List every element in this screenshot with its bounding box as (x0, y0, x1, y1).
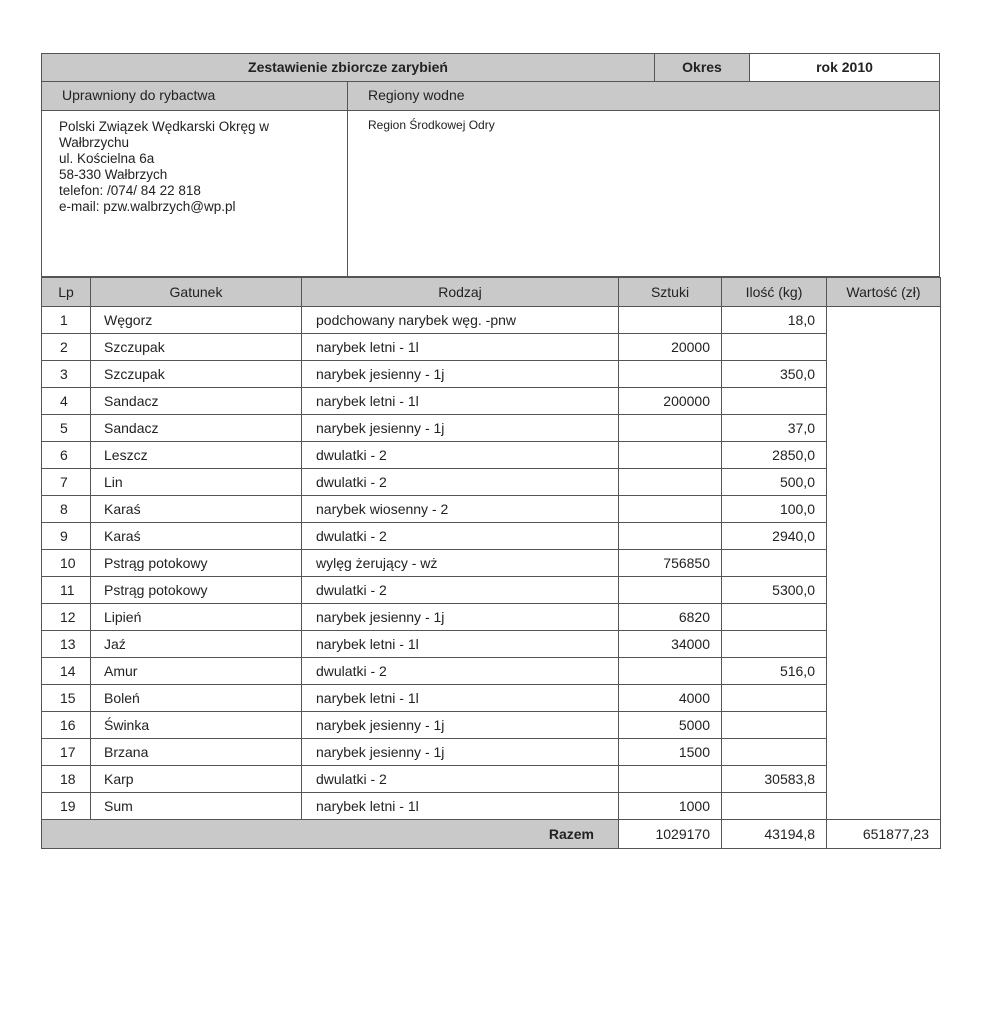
cell-gatunek: Leszcz (91, 442, 302, 469)
cell-gatunek: Sum (91, 793, 302, 820)
total-ilosc: 43194,8 (722, 820, 827, 849)
cell-sztuki (619, 577, 722, 604)
cell-sztuki: 756850 (619, 550, 722, 577)
cell-rodzaj: dwulatki - 2 (302, 766, 619, 793)
cell-rodzaj: narybek letni - 1l (302, 388, 619, 415)
cell-gatunek: Boleń (91, 685, 302, 712)
cell-wartosc (827, 658, 941, 685)
cell-ilosc: 2850,0 (722, 442, 827, 469)
total-wartosc: 651877,23 (827, 820, 941, 849)
table-row (42, 739, 941, 766)
cell-sztuki (619, 523, 722, 550)
cell-sztuki (619, 442, 722, 469)
owner-line: telefon: /074/ 84 22 818 (59, 183, 201, 198)
owner-line: Wałbrzychu (59, 135, 130, 150)
cell-rodzaj: narybek jesienny - 1j (302, 604, 619, 631)
cell-wartosc (827, 388, 941, 415)
cell-gatunek: Brzana (91, 739, 302, 766)
col-header-wartosc: Wartość (zł) (827, 278, 941, 307)
cell-sztuki (619, 766, 722, 793)
col-header-ilosc: Ilość (kg) (722, 278, 827, 307)
cell-sztuki: 4000 (619, 685, 722, 712)
document-title: Zestawienie zbiorcze zarybień (42, 54, 655, 81)
cell-lp: 12 (42, 604, 91, 631)
cell-lp: 8 (42, 496, 91, 523)
cell-rodzaj: dwulatki - 2 (302, 523, 619, 550)
cell-sztuki: 6820 (619, 604, 722, 631)
cell-ilosc: 30583,8 (722, 766, 827, 793)
cell-rodzaj: narybek jesienny - 1j (302, 415, 619, 442)
cell-gatunek: Pstrąg potokowy (91, 550, 302, 577)
col-header-rodzaj: Rodzaj (302, 278, 619, 307)
cell-wartosc (827, 550, 941, 577)
cell-sztuki (619, 361, 722, 388)
cell-wartosc (827, 766, 941, 793)
cell-lp: 10 (42, 550, 91, 577)
owner-details (42, 111, 348, 276)
cell-ilosc (722, 388, 827, 415)
cell-gatunek: Szczupak (91, 334, 302, 361)
owner-line: Polski Związek Wędkarski Okręg w (59, 119, 270, 134)
cell-sztuki: 34000 (619, 631, 722, 658)
cell-sztuki (619, 496, 722, 523)
cell-ilosc: 5300,0 (722, 577, 827, 604)
cell-sztuki: 200000 (619, 388, 722, 415)
cell-lp: 7 (42, 469, 91, 496)
cell-rodzaj: wylęg żerujący - wż (302, 550, 619, 577)
cell-rodzaj: narybek letni - 1l (302, 334, 619, 361)
cell-sztuki (619, 469, 722, 496)
cell-wartosc (827, 712, 941, 739)
cell-gatunek: Świnka (91, 712, 302, 739)
cell-wartosc (827, 739, 941, 766)
period-label: Okres (655, 54, 750, 81)
table-row (42, 388, 941, 415)
table-row (42, 631, 941, 658)
cell-gatunek: Karaś (91, 496, 302, 523)
table-row (42, 604, 941, 631)
table-header-row (42, 278, 941, 307)
table-row (42, 793, 941, 820)
cell-sztuki (619, 658, 722, 685)
cell-rodzaj: dwulatki - 2 (302, 469, 619, 496)
cell-lp: 5 (42, 415, 91, 442)
cell-rodzaj: narybek letni - 1l (302, 685, 619, 712)
table-row (42, 523, 941, 550)
cell-wartosc (827, 415, 941, 442)
cell-wartosc (827, 685, 941, 712)
cell-lp: 9 (42, 523, 91, 550)
cell-sztuki: 1500 (619, 739, 722, 766)
cell-ilosc: 18,0 (722, 307, 827, 334)
cell-wartosc (827, 469, 941, 496)
table-row (42, 766, 941, 793)
cell-rodzaj: dwulatki - 2 (302, 658, 619, 685)
cell-rodzaj: narybek letni - 1l (302, 631, 619, 658)
cell-ilosc (722, 604, 827, 631)
cell-ilosc: 2940,0 (722, 523, 827, 550)
owner-line: e-mail: pzw.walbrzych@wp.pl (59, 199, 236, 214)
cell-lp: 18 (42, 766, 91, 793)
table-row (42, 577, 941, 604)
regions-heading: Regiony wodne (368, 87, 465, 103)
cell-wartosc (827, 604, 941, 631)
table-row (42, 334, 941, 361)
cell-lp: 19 (42, 793, 91, 820)
cell-rodzaj: narybek jesienny - 1j (302, 712, 619, 739)
cell-ilosc (722, 712, 827, 739)
col-header-lp: Lp (42, 278, 91, 307)
table-row (42, 712, 941, 739)
cell-rodzaj: narybek wiosenny - 2 (302, 496, 619, 523)
cell-rodzaj: narybek jesienny - 1j (302, 739, 619, 766)
cell-gatunek: Sandacz (91, 415, 302, 442)
cell-rodzaj: podchowany narybek węg. -pnw (302, 307, 619, 334)
table-row (42, 469, 941, 496)
cell-wartosc (827, 631, 941, 658)
region-value: Region Środkowej Odry (368, 118, 495, 132)
stocking-table (41, 277, 941, 849)
header-row (41, 53, 940, 82)
cell-ilosc: 37,0 (722, 415, 827, 442)
cell-sztuki: 5000 (619, 712, 722, 739)
cell-ilosc: 500,0 (722, 469, 827, 496)
cell-wartosc (827, 496, 941, 523)
cell-wartosc (827, 577, 941, 604)
cell-wartosc (827, 523, 941, 550)
cell-lp: 11 (42, 577, 91, 604)
cell-wartosc (827, 307, 941, 334)
col-header-sztuki: Sztuki (619, 278, 722, 307)
cell-gatunek: Lin (91, 469, 302, 496)
cell-gatunek: Jaź (91, 631, 302, 658)
table-row (42, 442, 941, 469)
table-row (42, 685, 941, 712)
cell-sztuki (619, 415, 722, 442)
table-row (42, 496, 941, 523)
table-row (42, 658, 941, 685)
cell-sztuki (619, 307, 722, 334)
cell-gatunek: Węgorz (91, 307, 302, 334)
cell-ilosc: 516,0 (722, 658, 827, 685)
cell-lp: 4 (42, 388, 91, 415)
owner-heading: Uprawniony do rybactwa (42, 82, 348, 110)
cell-ilosc: 350,0 (722, 361, 827, 388)
cell-rodzaj: narybek letni - 1l (302, 793, 619, 820)
cell-gatunek: Sandacz (91, 388, 302, 415)
cell-lp: 17 (42, 739, 91, 766)
cell-lp: 6 (42, 442, 91, 469)
table-row (42, 307, 941, 334)
cell-ilosc (722, 550, 827, 577)
cell-rodzaj: dwulatki - 2 (302, 442, 619, 469)
cell-ilosc (722, 631, 827, 658)
owner-line: ul. Kościelna 6a (59, 151, 155, 166)
cell-lp: 16 (42, 712, 91, 739)
cell-wartosc (827, 793, 941, 820)
cell-lp: 14 (42, 658, 91, 685)
cell-lp: 13 (42, 631, 91, 658)
owner-line: 58-330 Wałbrzych (59, 167, 168, 182)
table-body (42, 307, 941, 820)
cell-wartosc (827, 361, 941, 388)
cell-lp: 2 (42, 334, 91, 361)
cell-ilosc (722, 685, 827, 712)
cell-rodzaj: narybek jesienny - 1j (302, 361, 619, 388)
cell-rodzaj: dwulatki - 2 (302, 577, 619, 604)
cell-ilosc (722, 739, 827, 766)
table-row (42, 361, 941, 388)
stocking-summary-sheet (41, 53, 940, 849)
cell-gatunek: Karaś (91, 523, 302, 550)
table-row (42, 550, 941, 577)
cell-gatunek: Pstrąg potokowy (91, 577, 302, 604)
total-sztuki: 1029170 (619, 820, 722, 849)
cell-sztuki: 20000 (619, 334, 722, 361)
cell-wartosc (827, 442, 941, 469)
col-header-gatunek: Gatunek (91, 278, 302, 307)
subheader-row (41, 82, 940, 111)
cell-sztuki: 1000 (619, 793, 722, 820)
cell-gatunek: Lipień (91, 604, 302, 631)
total-row (42, 820, 941, 849)
cell-lp: 15 (42, 685, 91, 712)
cell-lp: 1 (42, 307, 91, 334)
cell-gatunek: Amur (91, 658, 302, 685)
cell-ilosc (722, 334, 827, 361)
cell-ilosc (722, 793, 827, 820)
total-label: Razem (42, 820, 619, 849)
cell-gatunek: Karp (91, 766, 302, 793)
table-row (42, 415, 941, 442)
info-row (41, 111, 940, 277)
cell-lp: 3 (42, 361, 91, 388)
cell-wartosc (827, 334, 941, 361)
period-value: rok 2010 (750, 54, 939, 81)
cell-ilosc: 100,0 (722, 496, 827, 523)
cell-gatunek: Szczupak (91, 361, 302, 388)
